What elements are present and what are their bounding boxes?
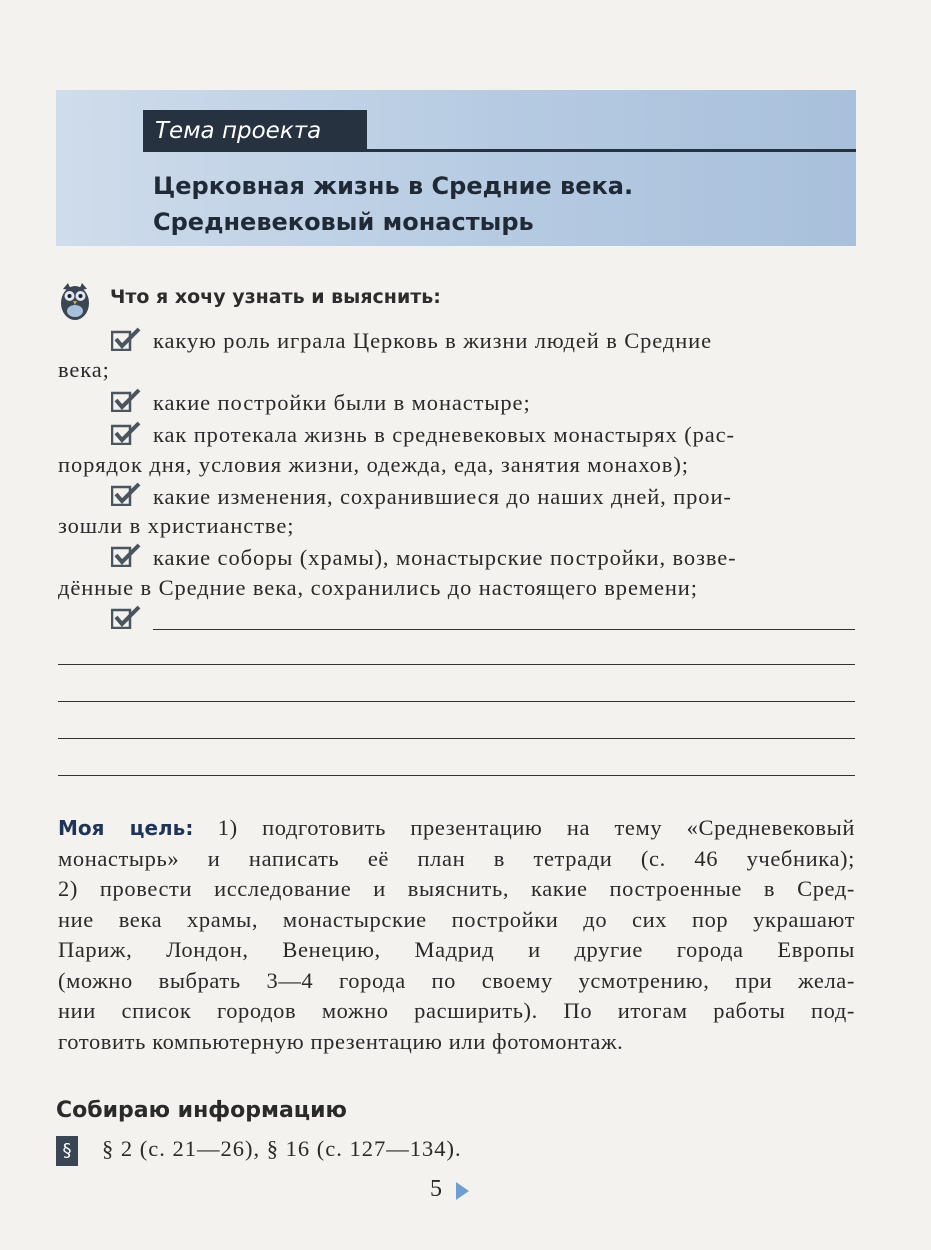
project-topic-banner <box>56 90 856 246</box>
next-page-arrow-icon <box>456 1182 469 1200</box>
checkbox-icon <box>111 388 141 412</box>
writing-line[interactable] <box>58 664 855 665</box>
checkbox-icon <box>111 605 141 629</box>
goal-line <box>58 813 855 844</box>
checkbox-icon <box>111 327 141 351</box>
topic-title-line1: Церковная жизнь в Средние века. <box>153 172 634 200</box>
tag-underline <box>143 149 856 152</box>
writing-line[interactable] <box>153 629 855 630</box>
goal-line-text: 1) подготовить презентацию на тему «Средневековый <box>217 815 855 840</box>
checkbox-icon <box>111 421 141 445</box>
goal-line: монастырь» и написать её план в тетради (с. 46 учебника); <box>58 845 855 871</box>
checkbox-icon <box>111 543 141 567</box>
topic-title-line2: Средневековый монастырь <box>153 208 534 236</box>
want-item-4-line1: какие изменения, сохранившиеся до наших дней, прои- <box>153 484 732 509</box>
want-heading: Что я хочу узнать и выяснить: <box>110 286 441 308</box>
page-number: 5 <box>430 1176 442 1202</box>
want-item-3-line2: порядок дня, условия жизни, одежда, еда, занятия монахов); <box>58 452 689 477</box>
checkbox-icon <box>111 482 141 506</box>
topic-title <box>153 168 633 240</box>
goal-line: 2) провести исследование и выяснить, какие построенные в Сред- <box>58 876 855 901</box>
writing-line[interactable] <box>58 738 855 739</box>
writing-line[interactable] <box>58 701 855 702</box>
goal-paragraph <box>58 813 855 1057</box>
want-item-5-line1: какие соборы (храмы), монастырские постройки, возве- <box>153 545 737 570</box>
writing-line[interactable] <box>58 775 855 776</box>
goal-line: ние века храмы, монастырские постройки до сих пор украшают <box>58 906 855 932</box>
want-item-5-line2: дённые в Средние века, сохранились до настоящего времени; <box>58 575 698 600</box>
want-item-1-line1: какую роль играла Церковь в жизни людей в Средние <box>153 328 713 353</box>
want-item-3-line1: как протекала жизнь в средневековых монастырях (рас- <box>153 422 735 447</box>
goal-line: готовить компьютерную презентацию или фотомонтаж. <box>58 1028 624 1054</box>
want-item-2-line1: какие постройки были в монастыре; <box>153 390 531 415</box>
paragraph-icon: § <box>56 1136 78 1166</box>
topic-tag: Тема проекта <box>143 110 367 152</box>
want-item-4-line2: зошли в христианстве; <box>58 513 295 538</box>
textbook-reference: § 2 (с. 21—26), § 16 (с. 127—134). <box>102 1136 462 1161</box>
owl-icon <box>58 281 92 321</box>
want-item-1-line2: века; <box>58 357 110 382</box>
goal-line: (можно выбрать 3—4 города по своему усмотрению, при жела- <box>58 967 855 993</box>
collect-heading: Собираю информацию <box>56 1098 347 1123</box>
goal-line: нии список городов можно расширить). По итогам работы под- <box>58 998 855 1023</box>
goal-line: Париж, Лондон, Венецию, Мадрид и другие города Европы <box>58 937 855 962</box>
goal-label: Моя цель: <box>58 816 194 840</box>
